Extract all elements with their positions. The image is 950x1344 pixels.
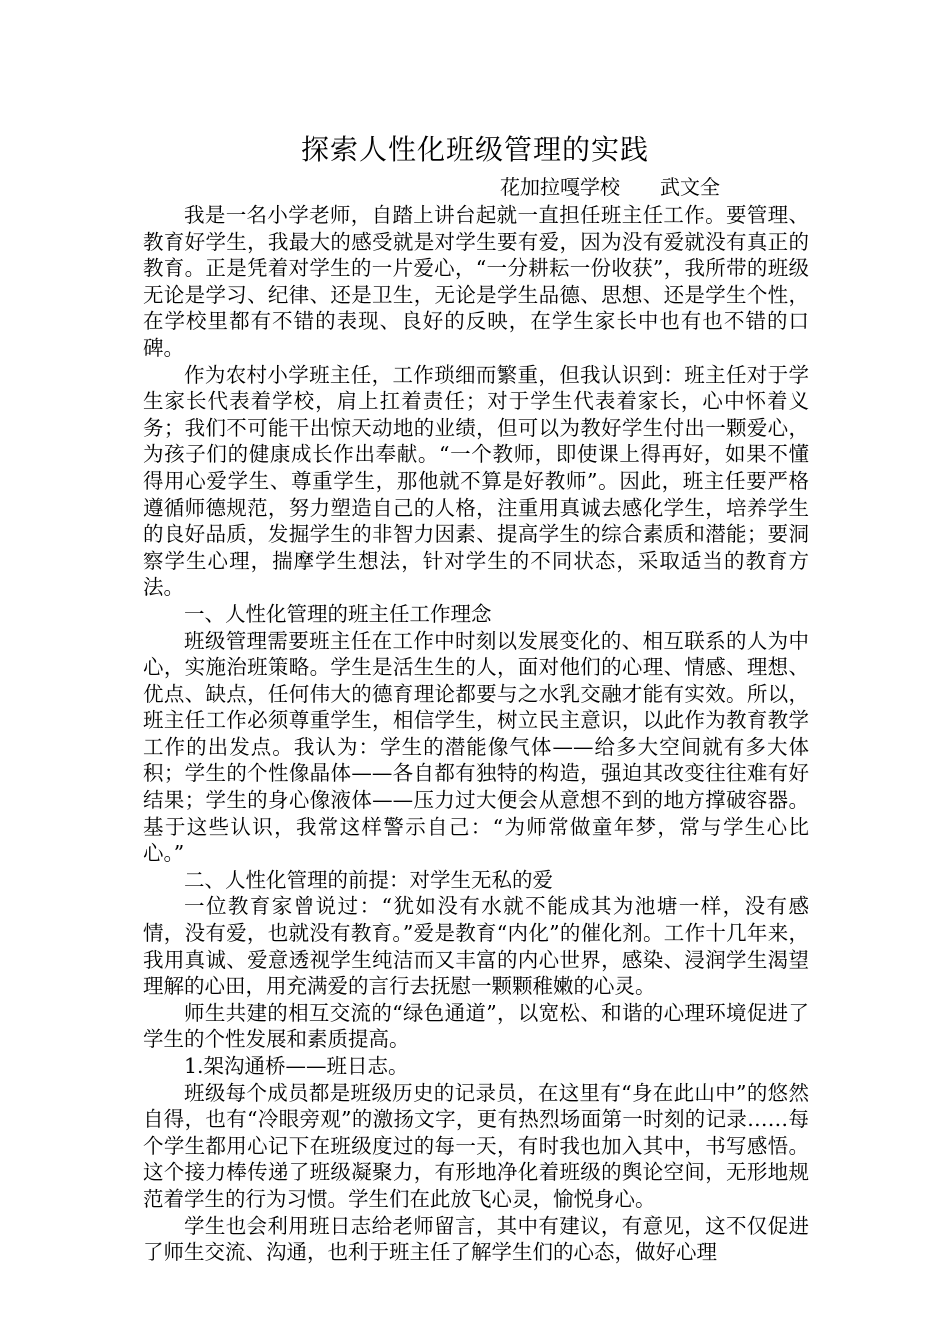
school-name: 花加拉嘎学校	[500, 175, 620, 199]
paragraph: 班级每个成员都是班级历史的记录员，在这里有“身在此山中”的悠然自得，也有“冷眼旁观”的激扬文字，更有热烈场面第一时刻的记录……每个学生都用心记下在班级度过的每一天，有时我也加入其中，书写感悟。这个接力棒传递了班级凝聚力，有形地净化着班级的舆论空间，无形地规范着学生的行为习惯。学生们在此放飞心灵，愉悦身心。	[143, 1080, 809, 1211]
paragraph: 学生也会利用班日志给老师留言，其中有建议，有意见，这不仅促进了师生交流、沟通，也利于班主任了解学生们的心态，做好心理	[143, 1213, 809, 1265]
paragraph: 我是一名小学老师，自踏上讲台起就一直担任班主任工作。要管理、教育好学生，我最大的感受就是对学生要有爱，因为没有爱就没有真正的教育。正是凭着对学生的一片爱心，“一分耕耘一份收获”，我所带的班级无论是学习、纪律、还是卫生，无论是学生品德、思想、还是学生个性，在学校里都有不错的表现、良好的反映，在学生家长中也有也不错的口碑。	[143, 203, 809, 360]
author-name: 武文全	[660, 175, 720, 199]
paragraph: 师生共建的相互交流的“绿色通道”，以宽松、和谐的心理环境促进了学生的个性发展和素质提高。	[143, 1000, 809, 1052]
paragraph: 一位教育家曾说过：“犹如没有水就不能成其为池塘一样，没有感情，没有爱，也就没有教育。”爱是教育“内化”的催化剂。工作十几年来，我用真诚、爱意透视学生纯洁而又丰富的内心世界，感染、浸润学生渴望理解的心田，用充满爱的言行去抚慰一颗颗稚嫩的心灵。	[143, 894, 809, 999]
section-heading: 二、人性化管理的前提：对学生无私的爱	[184, 867, 553, 892]
paragraph: 班级管理需要班主任在工作中时刻以发展变化的、相互联系的人为中心，实施治班策略。学生是活生生的人，面对他们的心理、情感、理想、优点、缺点，任何伟大的德育理论都要与之水乳交融才能有实效。所以，班主任工作必须尊重学生，相信学生，树立民主意识，以此作为教育教学工作的出发点。我认为：学生的潜能像气体——给多大空间就有多大体积；学生的个性像晶体——各自都有独特的构造，强迫其改变往往难有好结果；学生的身心像液体——压力过大便会从意想不到的地方撑破容器。基于这些认识，我常这样警示自己：“为师常做童年梦，常与学生心比心。”	[143, 628, 809, 866]
section-heading: 一、人性化管理的班主任工作理念	[184, 601, 492, 626]
paragraph: 作为农村小学班主任，工作琐细而繁重，但我认识到：班主任对于学生家长代表着学校，肩上扛着责任；对于学生代表着家长，心中怀着义务；我们不可能干出惊天动地的业绩，但可以为教好学生付出一颗爱心，为孩子们的健康成长作出奉献。“一个教师，即使课上得再好，如果不懂得用心爱学生、尊重学生，那他就不算是好教师”。因此，班主任要严格遵循师德规范，努力塑造自己的人格，注重用真诚去感化学生，培养学生的良好品质，发掘学生的非智力因素、提高学生的综合素质和潜能；要洞察学生心理，揣摩学生想法，针对学生的不同状态，采取适当的教育方法。	[143, 362, 809, 600]
document-title: 探索人性化班级管理的实践	[300, 133, 649, 166]
byline	[500, 174, 720, 200]
subsection-heading: 1.架沟通桥——班日志。	[184, 1054, 409, 1078]
document-body	[143, 202, 809, 1266]
